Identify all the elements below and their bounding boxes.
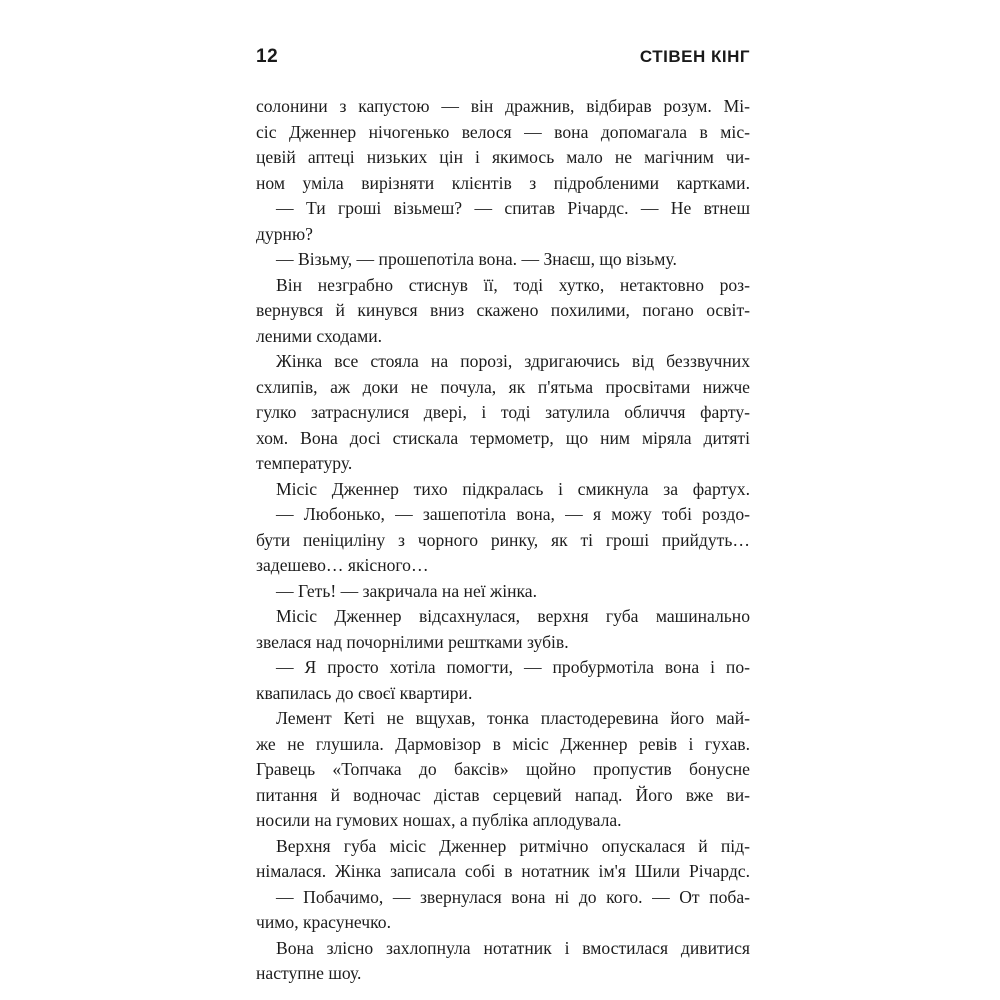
text-line: гулко затраснулися двері, і тоді затулила обличчя фарту- [256, 402, 750, 422]
text-line: чимо, красунечко. [256, 912, 392, 932]
text-line: Жінка все стояла на порозі, здригаючись від беззвучних [276, 351, 750, 371]
body-text [256, 94, 750, 987]
text-line: німалася. Жінка записала собі в нотатник ім'я Шили Річардс. [256, 861, 750, 881]
text-line: Лемент Кеті не вщухав, тонка пластодеревина його май- [276, 708, 750, 728]
text-line: наступне шоу. [256, 963, 362, 983]
text-line: — Любонько, — зашепотіла вона, — я можу тобі роздо- [276, 504, 750, 524]
text-line: — Ти гроші візьмеш? — спитав Річардс. — Не втнеш [276, 198, 750, 218]
text-line: квапилась до своєї квартири. [256, 682, 473, 703]
text-line: Місіс Дженнер тихо підкралась і смикнула за фартух. [276, 478, 750, 499]
text-line: сіс Дженнер нічогенько велося — вона допомагала в міс- [256, 121, 750, 142]
text-line: же не глушила. Дармовізор в місіс Дженнер ревів і гухав. [256, 733, 750, 754]
text-line: — Я просто хотіла помогти, — пробурмотіла вона і по- [276, 657, 750, 677]
text-line: вернувся й кинувся вниз скажено похилими, погано освіт- [256, 300, 750, 320]
text-line: питання й водночас дістав серцевий напад. Його вже ви- [256, 784, 750, 805]
text-line: леними сходами. [256, 325, 383, 346]
text-line: схлипів, аж доки не почула, як п'ятьма просвітами нижче [256, 376, 750, 397]
text-line: цевій аптеці низьких цін і якимось мало не магічним чи- [256, 147, 750, 167]
text-line: температуру. [256, 453, 353, 473]
running-head-author: СТІВЕН КІНГ [639, 47, 750, 66]
page-number: 12 [256, 46, 279, 67]
text-line: Місіс Дженнер відсахнулася, верхня губа машинально [276, 606, 750, 626]
text-line: — Побачимо, — звернулася вона ні до кого. — От поба- [276, 886, 750, 907]
text-line: Він незграбно стиснув її, тоді хутко, нетактовно роз- [276, 274, 750, 295]
text-line: солонини з капустою — він дражнив, відбирав розум. Мі- [256, 96, 750, 116]
text-line: бути пеніциліну з чорного ринку, як ті гроші прийдуть… [256, 529, 750, 550]
text-line: носили на гумових ношах, а публіка аплодувала. [256, 810, 622, 830]
text-line: Гравець «Топчака до баксів» щойно пропустив бонусне [256, 759, 750, 779]
text-line: задешево… якісного… [256, 555, 429, 575]
text-line: Вона злісно захлопнула нотатник і вмостилася дивитися [276, 937, 750, 958]
text-line: Верхня губа місіс Дженнер ритмічно опускалася й під- [276, 835, 750, 856]
text-line: — Геть! — закричала на неї жінка. [276, 580, 537, 601]
text-line: ном уміла вирізняти клієнтів з підробленими картками. [256, 172, 750, 193]
text-line: дурню? [256, 223, 313, 244]
text-line: звелася над почорнілими рештками зубів. [256, 631, 569, 652]
text-line: хом. Вона досі стискала термометр, що ним міряла дитяті [256, 427, 750, 448]
running-head [256, 44, 750, 74]
text-line: — Візьму, — прошепотіла вона. — Знаєш, що візьму. [276, 249, 677, 269]
